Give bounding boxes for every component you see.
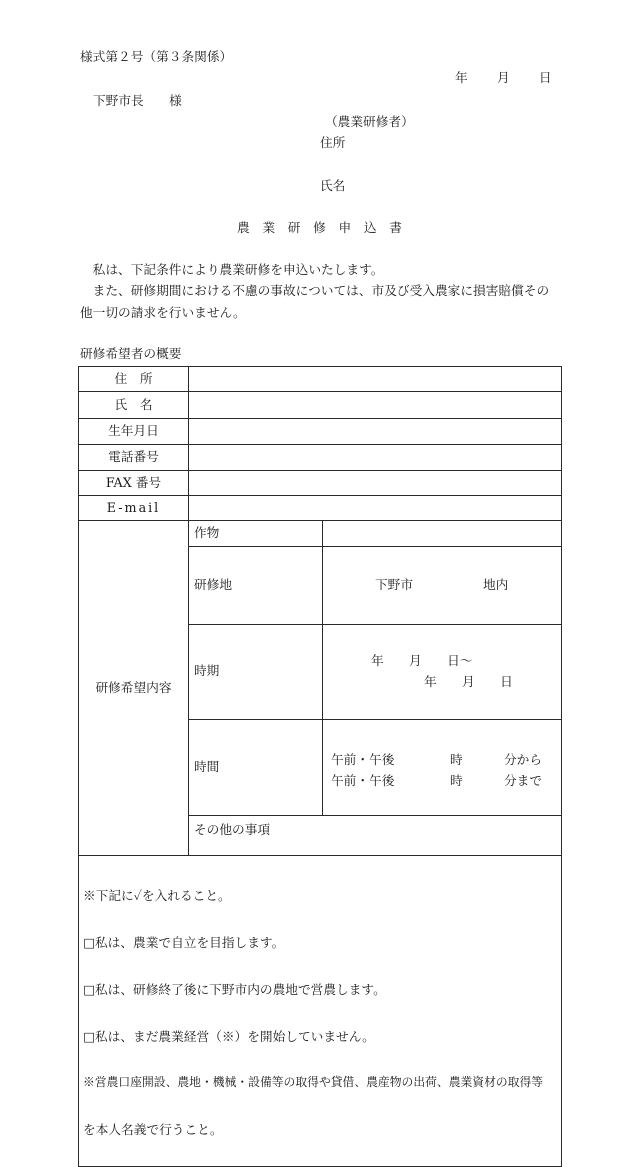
crop-label: 作物 (189, 521, 323, 547)
checkbox-item-farm-in-city[interactable]: □私は、研修終了後に下野市内の農地で営農します。 (83, 981, 386, 997)
other-matters-field[interactable] (189, 816, 562, 856)
location-city: 下野市 (375, 576, 414, 592)
field-label-birthdate: 生年月日 (79, 419, 189, 445)
time-label: 時間 (189, 719, 323, 816)
time-from-hour: 時 (450, 751, 463, 767)
form-number: 様式第２号（第３条関係） (80, 49, 233, 64)
footnote-line-2: を本人名義で行うこと。 (83, 1122, 223, 1138)
table-row-phone (79, 445, 562, 471)
location-field[interactable] (323, 547, 562, 625)
field-label-fax: FAX 番号 (79, 471, 189, 496)
section-title: 研修希望者の概要 (80, 346, 182, 361)
other-matters-label: その他の事項 (194, 822, 271, 838)
field-label-phone: 電話番号 (79, 445, 189, 471)
document-title: 農 業 研 修 申 込 書 (237, 220, 402, 235)
time-field[interactable] (323, 719, 562, 816)
address-label: 住所 (320, 135, 346, 150)
location-value (323, 572, 561, 598)
statement-line-1: 私は、下記条件により農業研修を申込いたします。 (80, 262, 384, 277)
note-instruction: ※下記に✓を入れること。 (83, 887, 231, 903)
name-label: 氏名 (320, 178, 346, 193)
period-field[interactable] (323, 624, 562, 719)
location-label: 研修地 (189, 547, 323, 625)
email-field[interactable] (189, 496, 562, 521)
name-field[interactable] (189, 392, 562, 419)
checkbox-item-independence[interactable]: □私は、農業で自立を目指します。 (83, 934, 285, 950)
field-label-email: E-mail (79, 496, 189, 521)
table-row-name (79, 392, 562, 419)
crop-field[interactable] (323, 521, 562, 547)
time-to-minute: 分まで (504, 772, 543, 788)
period-value (323, 650, 561, 693)
table-row-fax (79, 471, 562, 496)
table-row-crop (79, 521, 562, 547)
desired-content-label: 研修希望内容 (79, 521, 189, 856)
table-row-email (79, 496, 562, 521)
date-line: 年 月 日 (455, 70, 553, 85)
location-suffix: 地内 (483, 576, 509, 592)
statement-line-2: また、研修期間における不慮の事故については、市及び受入農家に損害賠償その (80, 283, 550, 298)
time-value (323, 745, 561, 790)
applicant-overview-table (78, 366, 562, 1167)
checkbox-item-not-started[interactable]: □私は、まだ農業経営（※）を開始していません。 (83, 1028, 375, 1044)
time-to-ampm: 午前・午後 (331, 772, 395, 788)
field-label-name: 氏 名 (79, 392, 189, 419)
applicant-role: （農業研修者） (325, 114, 414, 129)
statement-line-3: 他一切の請求を行いません。 (80, 305, 246, 320)
time-to-hour: 時 (450, 772, 463, 788)
field-label-address: 住 所 (79, 367, 189, 392)
time-from-ampm: 午前・午後 (331, 751, 395, 767)
table-row-address (79, 367, 562, 392)
time-from-minute: 分から (504, 751, 543, 767)
addressee: 下野市長 様 (93, 93, 182, 108)
address-field[interactable] (189, 367, 562, 392)
phone-field[interactable] (189, 445, 562, 471)
footnote-line-1: ※営農口座開設、農地・機械・設備等の取得や貸借、農産物の出荷、農業資材の取得等 (83, 1075, 544, 1090)
period-start: 年 月 日～ (371, 652, 473, 668)
fax-field[interactable] (189, 471, 562, 496)
birthdate-field[interactable] (189, 419, 562, 445)
table-row-birthdate (79, 419, 562, 445)
period-end: 年 月 日 (424, 673, 513, 689)
period-label: 時期 (189, 624, 323, 719)
